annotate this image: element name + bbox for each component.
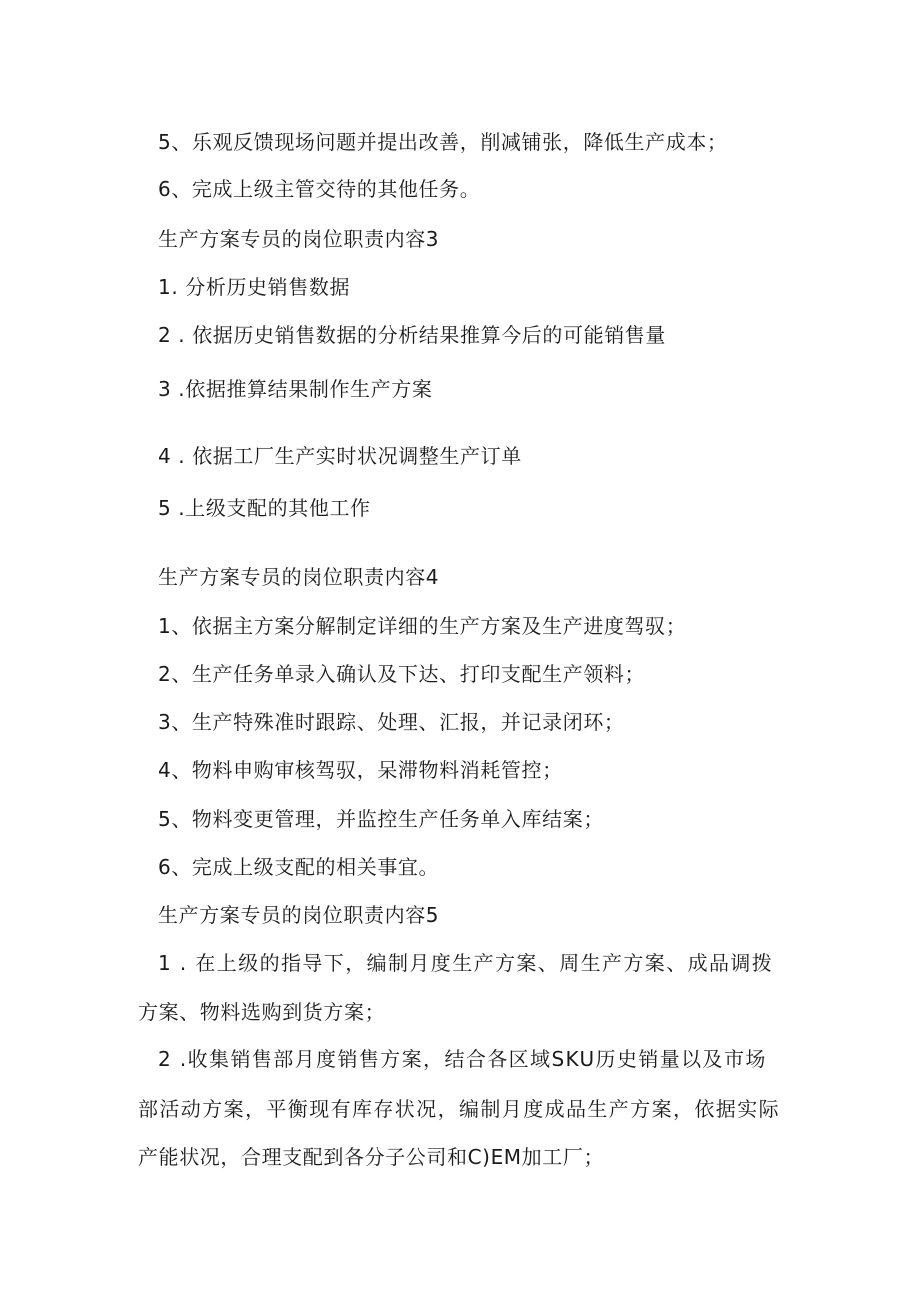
paragraph-line-16: 2 .收集销售部月度销售方案，结合各区域SKU历史销量以及市场 [158,1047,767,1071]
paragraph-line-10: 3、生产特殊准时跟踪、处理、汇报，并记录闭环； [158,710,625,734]
section-heading-3: 生产方案专员的岗位职责内容3 [158,227,440,251]
paragraph-line-18: 产能状况，合理支配到各分子公司和C)EM加工厂； [138,1145,605,1169]
paragraph-line-4: 2 . 依据历史销售数据的分析结果推算今后的可能销售量 [158,323,666,347]
paragraph-line-3: 1. 分析历史销售数据 [158,275,351,299]
paragraph-line-1: 5、乐观反馈现场问题并提出改善，削减铺张，降低生产成本； [158,130,728,154]
paragraph-line-14: 1 . 在上级的指导下，编制月度生产方案、周生产方案、成品调拨 [158,951,774,975]
paragraph-line-5: 3 .依据推算结果制作生产方案 [158,377,433,401]
paragraph-line-8: 1、依据主方案分解制定详细的生产方案及生产进度驾驭； [158,614,687,638]
section-heading-5: 生产方案专员的岗位职责内容5 [158,903,440,927]
paragraph-line-13: 6、完成上级支配的相关事宜。 [158,855,440,879]
paragraph-line-17: 部活动方案，平衡现有库存状况，编制月度成品生产方案，依据实际 [138,1097,780,1121]
section-heading-4: 生产方案专员的岗位职责内容4 [158,565,440,589]
paragraph-line-12: 5、物料变更管理，并监控生产任务单入库结案； [158,807,604,831]
paragraph-line-9: 2、生产任务单录入确认及下达、打印支配生产领料； [158,662,646,686]
paragraph-line-11: 4、物料申购审核驾驭，呆滞物料消耗管控； [158,758,563,782]
paragraph-line-7: 5 .上级支配的其他工作 [158,496,371,520]
paragraph-line-2: 6、完成上级主管交待的其他任务。 [158,177,481,201]
paragraph-line-6: 4 . 依据工厂生产实时状况调整生产订单 [158,444,522,468]
paragraph-line-15: 方案、物料选购到货方案； [138,1000,386,1024]
